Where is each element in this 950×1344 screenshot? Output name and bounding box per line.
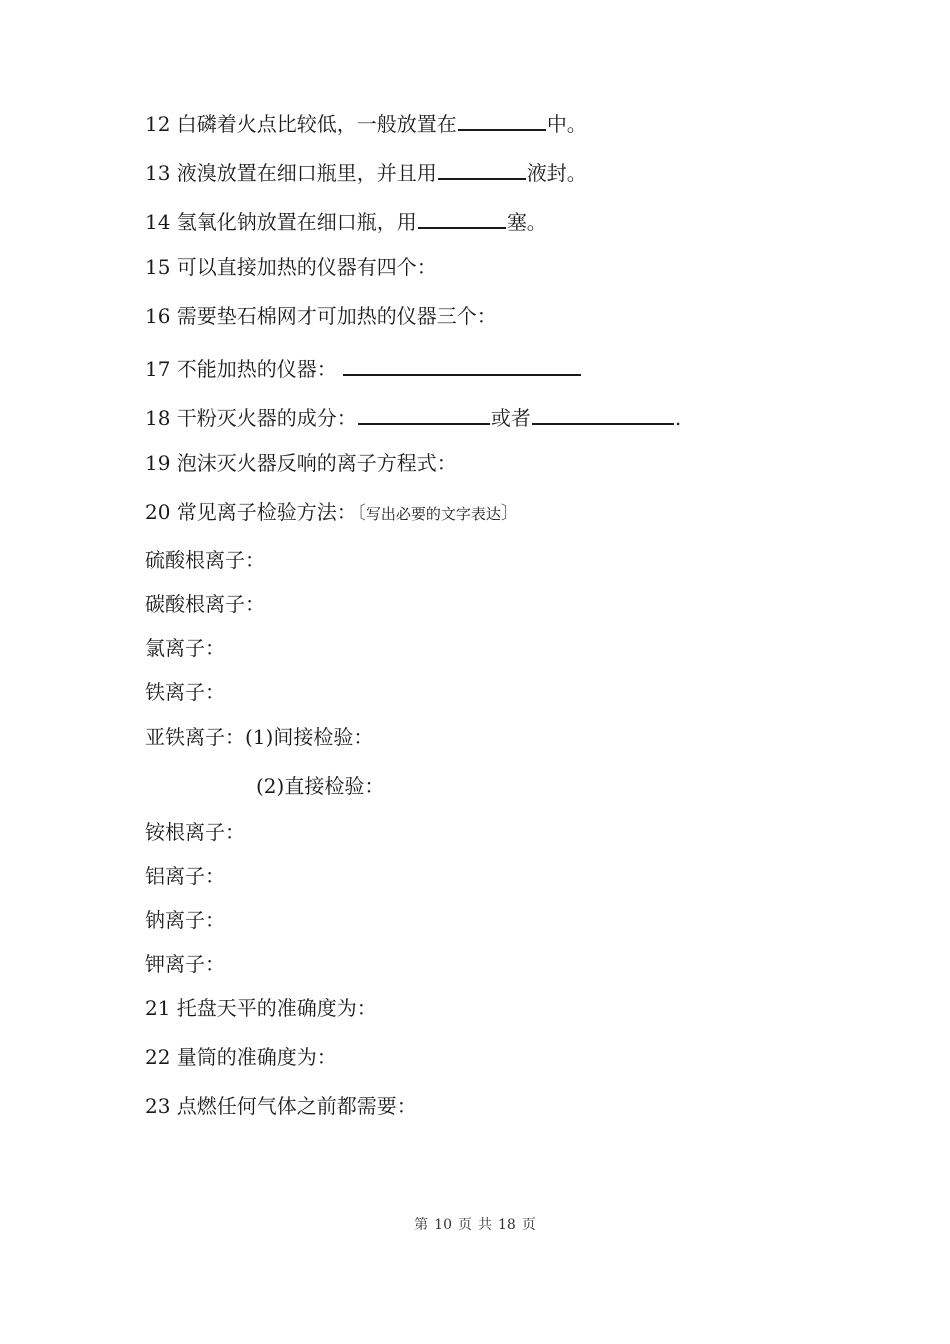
- total-pages: 18: [498, 1217, 516, 1233]
- question-19: 19 泡沫灭火器反响的离子方程式：: [145, 451, 457, 475]
- question-13: 13 液溴放置在细口瓶里，并且用 液封。: [145, 156, 587, 186]
- page-footer: 第 10 页 共 18 页: [414, 1217, 536, 1233]
- question-22: 22 量筒的准确度为：: [145, 1045, 337, 1069]
- question-23: 23 点燃任何气体之前都需要：: [145, 1094, 417, 1118]
- question-12: 12 白磷着火点比较低，一般放置在 中。: [145, 107, 587, 137]
- answer-blank[interactable]: [358, 401, 490, 425]
- ion-sodium: 钠离子：: [145, 908, 225, 932]
- question-20: 20 常见离子检验方法：〔写出必要的文字表达〕: [145, 500, 519, 524]
- ion-ferrous-direct: (2)直接检验：: [256, 774, 385, 798]
- answer-blank[interactable]: [343, 352, 581, 376]
- ion-sulfate: 硫酸根离子：: [145, 548, 265, 572]
- question-14: 14 氢氧化钠放置在细口瓶，用 塞。: [145, 205, 547, 235]
- answer-blank[interactable]: [458, 107, 546, 131]
- ion-ferrous: 亚铁离子：(1)间接检验：: [145, 725, 374, 749]
- note-text: 写出必要的文字表达: [365, 505, 501, 523]
- answer-blank[interactable]: [438, 156, 526, 180]
- ion-carbonate: 碳酸根离子：: [145, 592, 265, 616]
- question-16: 16 需要垫石棉网才可加热的仪器三个：: [145, 304, 497, 328]
- question-17: 17 不能加热的仪器：: [145, 352, 582, 382]
- ion-potassium: 钾离子：: [145, 952, 225, 976]
- ion-ammonium: 铵根离子：: [145, 820, 245, 844]
- answer-blank[interactable]: [418, 205, 506, 229]
- ion-iron: 铁离子：: [145, 680, 225, 704]
- current-page: 10: [434, 1217, 452, 1233]
- question-18: 18 干粉灭火器的成分： 或者 .: [145, 401, 681, 431]
- answer-blank[interactable]: [532, 401, 674, 425]
- question-21: 21 托盘天平的准确度为：: [145, 996, 377, 1020]
- question-15: 15 可以直接加热的仪器有四个：: [145, 255, 437, 279]
- ion-chloride: 氯离子：: [145, 636, 225, 660]
- ion-aluminum: 铝离子：: [145, 864, 225, 888]
